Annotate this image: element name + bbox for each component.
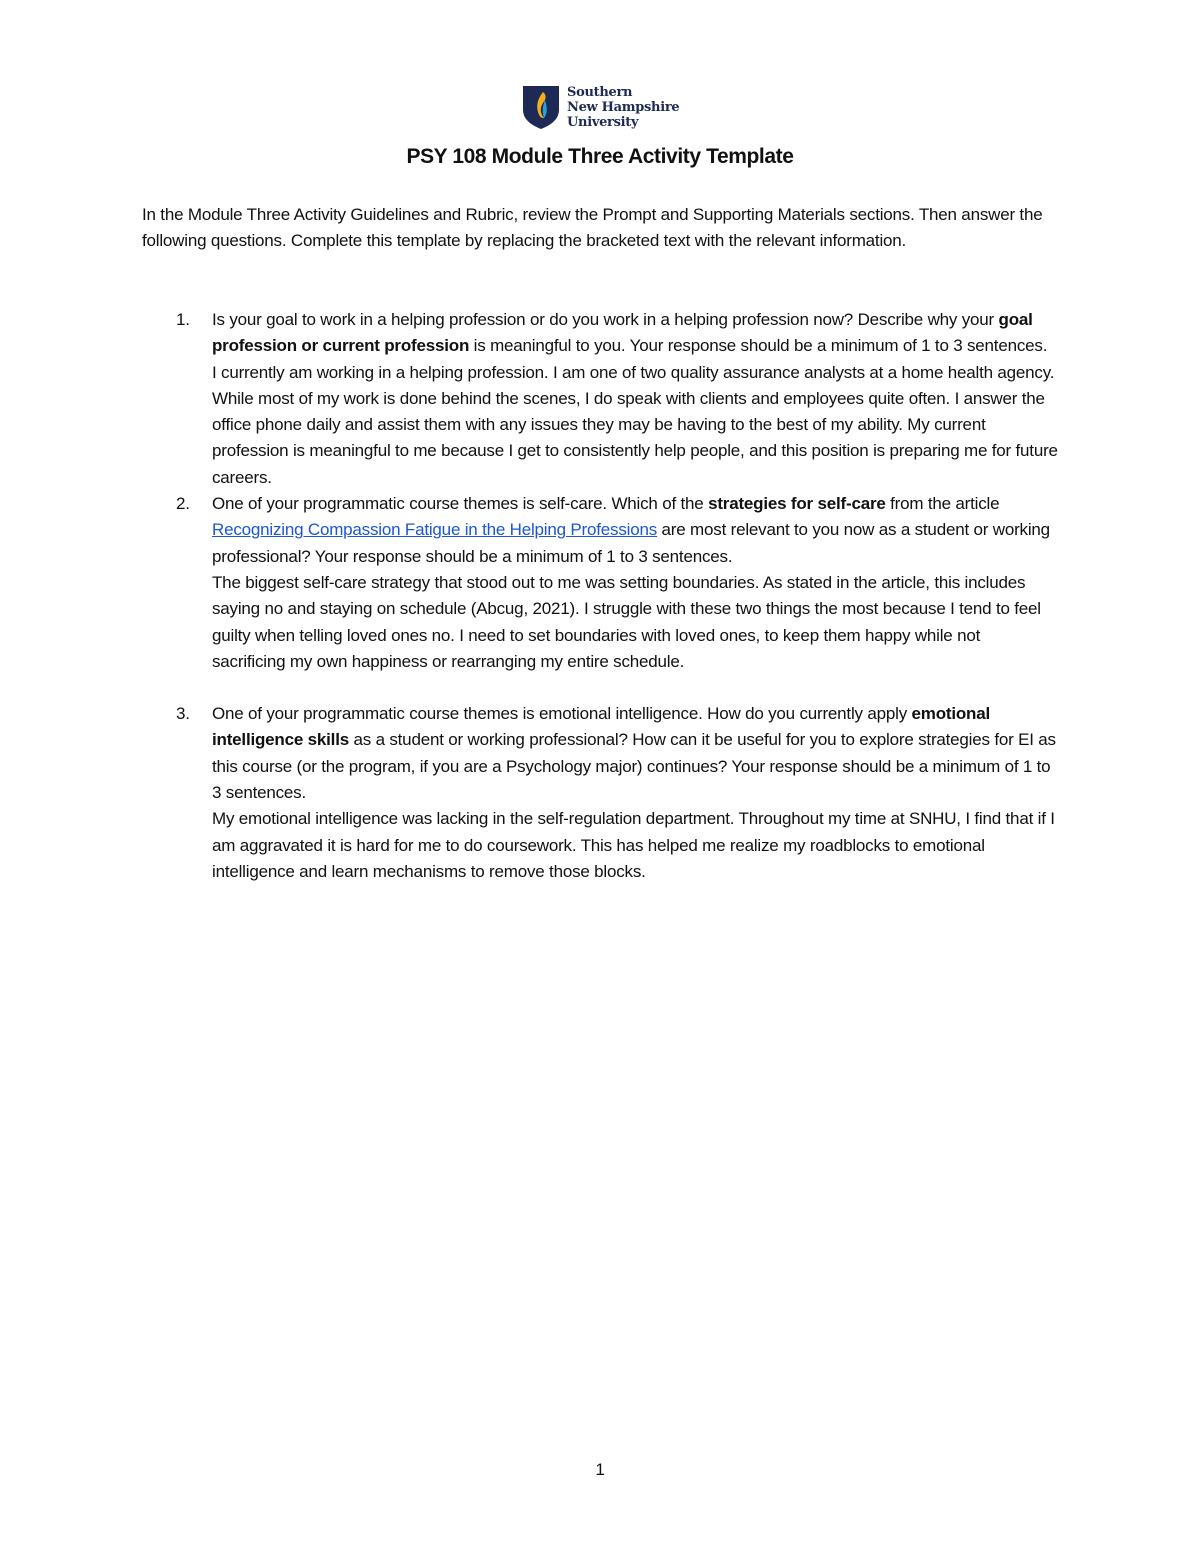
logo-line: Southern xyxy=(567,84,633,100)
question-part: Is your goal to work in a helping profession or do you work in a helping profession now? Describe why your xyxy=(212,310,999,329)
question-text xyxy=(212,307,1058,360)
question-text xyxy=(212,701,1058,806)
logo-line: University xyxy=(567,114,639,130)
question-part: is meaningful to you. Your response should be a minimum of 1 to 3 sentences. xyxy=(469,336,1048,356)
answer-text: I currently am working in a helping profession. I am one of two quality assurance analysts at a home health agency. While most of my work is done behind the scenes, I do speak with clients and employees quite often. I answer the office phone daily and assist them with any issues they may be having to the best of my ability. My current profession is meaningful to me because I get to consistently help people, and this position is preparing me for future careers. xyxy=(212,362,1058,487)
answer-text: The biggest self-care strategy that stood out to me was setting boundaries. As stated in the article, this includes saying no and staying on schedule (Abcug, 2021). I struggle with these two things the most because I tend to feel guilty when telling loved ones no. I need to set boundaries with loved ones, to keep them happy while not sacrificing my own happiness or rearranging my entire schedule. xyxy=(212,572,1041,671)
university-logo xyxy=(521,84,679,130)
article-link[interactable]: Recognizing Compassion Fatigue in the Helping Professions xyxy=(212,520,658,540)
item-number: 2. xyxy=(176,494,190,514)
item-number: 3. xyxy=(176,704,190,724)
page-title: PSY 108 Module Three Activity Template xyxy=(406,145,794,168)
logo-line: New Hampshire xyxy=(567,99,680,115)
question-emphasis: emotional intelligence skills xyxy=(212,704,991,750)
page-number: 1 xyxy=(595,1460,605,1479)
item-number: 1. xyxy=(176,310,190,329)
question-part: One of your programmatic course themes is self-care. Which of the xyxy=(212,494,709,514)
question-part: are most relevant to you now as a student or working professional? Your response should be a minimum of 1 to 3 sentences. xyxy=(212,520,1050,566)
list-item xyxy=(142,701,1058,885)
question-text xyxy=(212,491,1058,570)
question-emphasis: goal profession or current profession xyxy=(212,310,1033,356)
list-item xyxy=(142,307,1058,491)
shield-flame-icon xyxy=(521,84,561,130)
question-part: One of your programmatic course themes is emotional intelligence. How do you currently apply xyxy=(212,704,912,724)
question-part: as a student or working professional? How can it be useful for you to explore strategies for EI as this course (or the program, if you are a Psychology major) continues? Your response should be a minimum of 1 to 3 sentences. xyxy=(212,730,1056,803)
question-list xyxy=(142,307,1058,885)
question-emphasis: strategies for self-care xyxy=(708,494,886,514)
answer-text: My emotional intelligence was lacking in the self-regulation department. Throughout my time at SNHU, I find that if I am aggravated it is hard for me to do coursework. This has helped me realize my roadblocks to emotional intelligence and learn mechanisms to remove those blocks. xyxy=(212,809,1055,881)
list-item xyxy=(142,491,1058,701)
intro-paragraph: In the Module Three Activity Guidelines and Rubric, review the Prompt and Supporting Materials sections. Then answer the following questions. Complete this template by replacing the bracketed text with the relevant information. xyxy=(142,205,1043,251)
question-part: from the article xyxy=(885,494,1000,514)
